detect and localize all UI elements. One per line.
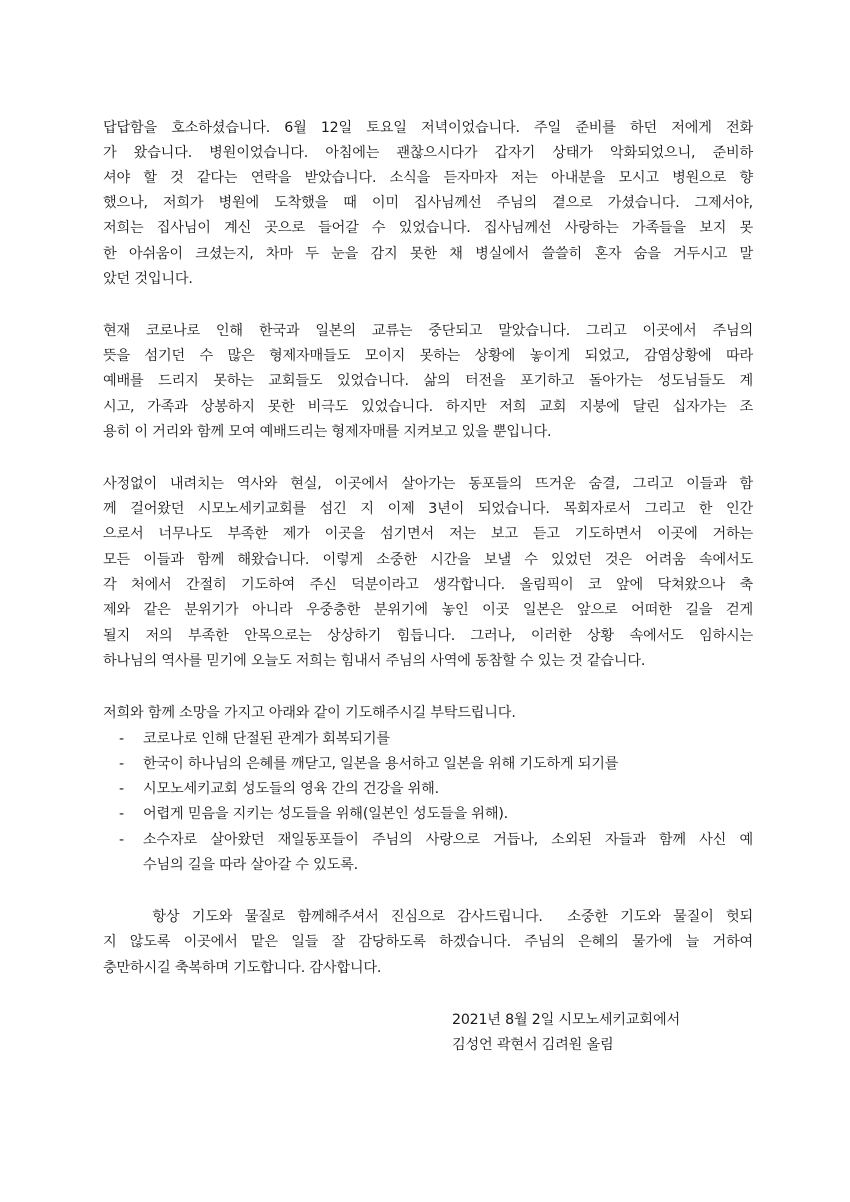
paragraph-line: 용히 이 거리와 함께 모여 예배드리는 형제자매를 지켜보고 있을 뿐입니다.	[103, 424, 552, 440]
list-item-text: 코로나로 인해 단절된 관계가 회복되기를	[143, 731, 390, 747]
paragraph-line: 제와 같은 분위기가 아니라 우중충한 분위기에 놓인 이곳 일본은 앞으로 어떠한 길을 걷게	[103, 602, 753, 618]
paragraph-line: 가 왔습니다. 병원이었습니다. 아침에는 괜찮으시다가 갑자기 상태가 악화되었으니, 준비하	[103, 145, 753, 161]
list-item-text: 한국이 하나님의 은혜를 깨닫고, 일본을 용서하고 일본을 위해 기도하게 되기를	[143, 756, 619, 772]
paragraph-line: 현재 코로나로 인해 한국과 일본의 교류는 중단되고 말았습니다. 그리고 이곳에서 주님의	[103, 323, 753, 339]
paragraph-line: 저희는 집사님이 계신 곳으로 들어갈 수 있었습니다. 집사님께선 사랑하는 가족들을 보지 못	[103, 220, 753, 236]
paragraph-line: 모든 이들과 함께 해왔습니다. 이렇게 소중한 시간을 보낼 수 있었던 것은 어려움 속에서도	[103, 552, 753, 568]
paragraph-line: 지 않도록 이곳에서 맡은 일들 잘 감당하도록 하겠습니다. 주님의 은혜의 물가에 늘 거하여	[103, 934, 753, 950]
paragraph-line: 시고, 가족과 상봉하지 못한 비극도 있었습니다. 하지만 저희 교회 지붕에 달린 십자가는 조	[103, 399, 753, 415]
list-item-text: 소수자로 살아왔던 재일동포들이 주님의 사랑으로 거듭나, 소외된 자들과 함께 사신 예	[143, 832, 753, 848]
bullet-dash: -	[119, 832, 124, 848]
paragraph-line: 예배를 드리지 못하는 교회들도 있었습니다. 삶의 터전을 포기하고 돌아가는 성도님들도 계	[103, 373, 753, 389]
bullet-dash: -	[119, 781, 124, 797]
paragraph-line: 했으나, 저희가 병원에 도착했을 때 이미 집사님께선 주님의 곁으로 가셨습니다. 그제서야,	[103, 195, 753, 211]
paragraph-line: 충만하시길 축복하며 기도합니다. 감사합니다.	[103, 960, 382, 976]
paragraph-line: 하나님의 역사를 믿기에 오늘도 저희는 힘내서 주님의 사역에 동참할 수 있는 것 같습니다.	[103, 653, 646, 669]
paragraph-line: 으로서 너무나도 부족한 제가 이곳을 섬기면서 저는 보고 듣고 기도하면서 이곳에 거하는	[103, 526, 753, 542]
signature-date: 2021년 8월 2일 시모노세키교회에서	[452, 1012, 680, 1028]
bullet-dash: -	[119, 806, 124, 822]
paragraph-line: 사정없이 내려치는 역사와 현실, 이곳에서 살아가는 동포들의 뜨거운 숨결, 그리고 이들과 함	[103, 476, 753, 492]
list-item-text: 어렵게 믿음을 지키는 성도들을 위해(일본인 성도들을 위해).	[143, 806, 508, 822]
paragraph-line: 셔야 할 것 같다는 연락을 받았습니다. 소식을 듣자마자 저는 아내분을 모시고 병원으로 향	[103, 170, 753, 186]
list-item-text: 수님의 길을 따라 살아갈 수 있도록.	[143, 857, 358, 873]
prayer-intro: 저희와 함께 소망을 가지고 아래와 같이 기도해주시길 부탁드립니다.	[103, 705, 516, 721]
paragraph-line: 될지 저의 부족한 안목으로는 상상하기 힘듭니다. 그러나, 이러한 상황 속에서도 임하시는	[103, 628, 753, 644]
paragraph-line: 답답함을 호소하셨습니다. 6월 12일 토요일 저녁이었습니다. 주일 준비를 하던 저에게 전화	[103, 120, 753, 136]
bullet-dash: -	[119, 756, 124, 772]
signature-names: 김성언 곽현서 김려원 올림	[452, 1037, 614, 1053]
bullet-dash: -	[119, 731, 124, 747]
paragraph-line: 뜻을 섬기던 수 많은 형제자매들도 모이지 못하는 상황에 놓이게 되었고, 감염상황에 따라	[103, 348, 753, 364]
paragraph-line: 한 아쉬움이 크셨는지, 차마 두 눈을 감지 못한 채 병실에서 쓸쓸히 혼자 숨을 거두시고 말	[103, 246, 753, 262]
list-item-text: 시모노세키교회 성도들의 영육 간의 건강을 위해.	[143, 781, 439, 797]
paragraph-line: 각 처에서 간절히 기도하여 주신 덕분이라고 생각합니다. 올림픽이 코 앞에 닥쳐왔으나 축	[103, 577, 753, 593]
paragraph-line: 께 걸어왔던 시모노세키교회를 섬긴 지 이제 3년이 되었습니다. 목회자로서 그리고 한 인간	[103, 501, 753, 517]
paragraph-line: 았던 것입니다.	[103, 271, 193, 287]
paragraph-line: 항상 기도와 물질로 함께해주셔서 진심으로 감사드립니다. 소중한 기도와 물질이 헛되	[103, 909, 753, 925]
